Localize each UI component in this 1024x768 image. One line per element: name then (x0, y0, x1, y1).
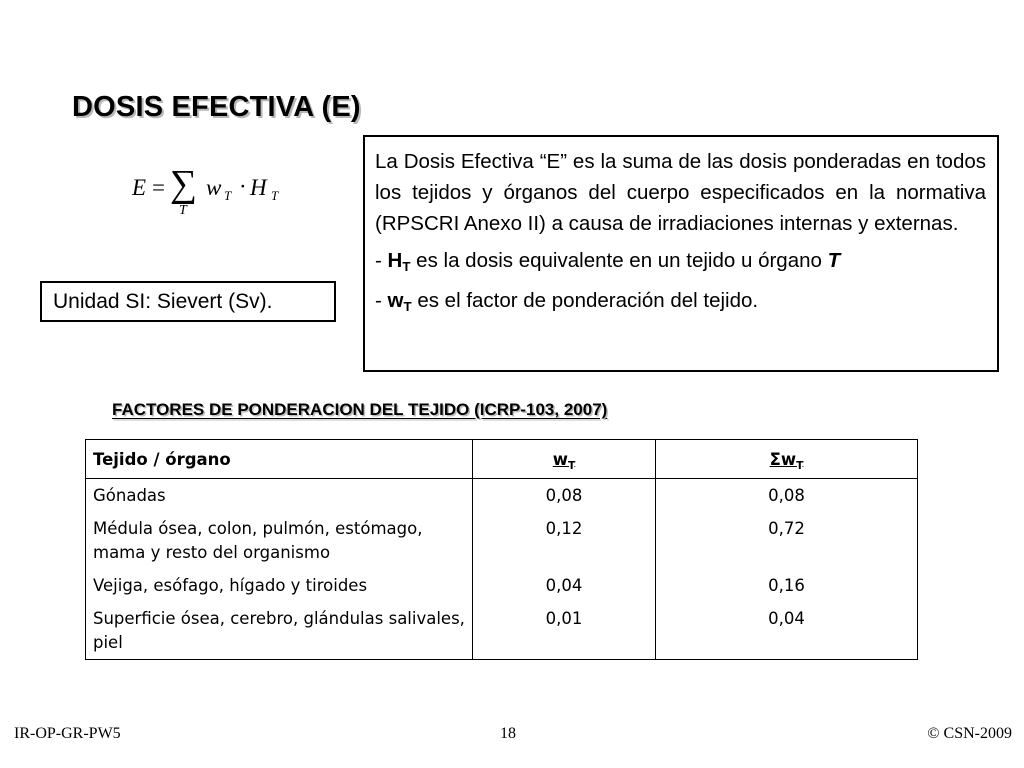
effective-dose-formula (128, 164, 298, 224)
formula-w: w (206, 175, 222, 200)
sum-wt-cell: 0,72 (656, 512, 918, 569)
summation-index: T (179, 203, 187, 218)
formula-lhs: E (132, 175, 147, 200)
bullet-wt: - $w_T$ es el factor de ponderación del tejido. (375, 289, 759, 314)
footer-code: IR-OP-GR-PW5 (14, 725, 121, 742)
tissue-cell: Vejiga, esófago, hígado y tiroides (86, 569, 473, 602)
description-box (363, 135, 999, 372)
factors-title: FACTORES DE PONDERACION DEL TEJIDO (ICRP-103, 2007) (112, 400, 608, 419)
formula-dot: · (239, 174, 247, 199)
table-header-row (86, 440, 918, 479)
ht-symbol: $H_T$ (387, 249, 411, 274)
footer-copyright: © CSN-2009 (927, 725, 1012, 742)
wt-cell: 0,08 (473, 479, 656, 513)
header-wt: $w_T$ (473, 440, 656, 479)
bullet-ht: - $H_T$ es la dosis equivalente en un tejido u órgano T (375, 249, 841, 274)
sum-wt-cell: 0,04 (656, 602, 918, 660)
tissue-cell: Superficie ósea, cerebro, glándulas salivales, piel (86, 602, 473, 660)
wt-cell: 0,01 (473, 602, 656, 660)
description-paragraph: La Dosis Efectiva “E” es la suma de las dosis ponderadas en todos los tejidos y órganos del cuerpo especificados en la normativa (RPSCRI Anexo II) a causa de irradiaciones internas y externas. (375, 150, 986, 235)
formula-equals: = (152, 175, 165, 200)
table-row (86, 602, 918, 660)
table-row (86, 512, 918, 569)
slide-title: DOSIS EFECTIVA (E) (72, 91, 361, 123)
table-row (86, 569, 918, 602)
weighting-factors-table (85, 439, 918, 660)
sum-wt-cell: 0,08 (656, 479, 918, 513)
table-row (86, 479, 918, 513)
tissue-cell: Gónadas (86, 479, 473, 513)
page-number: 18 (500, 725, 516, 742)
tissue-cell: Médula ósea, colon, pulmón, estómago, mama y resto del organismo (86, 512, 473, 569)
summation-symbol: ∑ (170, 163, 198, 205)
wt-cell: 0,12 (473, 512, 656, 569)
formula-h: H (250, 175, 267, 200)
header-sum-wt: $\Sigma w_T$ (656, 440, 918, 479)
formula-w-subscript: T (224, 188, 232, 203)
header-tissue: Tejido / órgano (86, 440, 473, 479)
unit-box: Unidad SI: Sievert (Sv). (40, 281, 336, 322)
wt-symbol: $w_T$ (387, 289, 412, 314)
sum-wt-cell: 0,16 (656, 569, 918, 602)
formula-h-subscript: T (271, 188, 279, 203)
wt-cell: 0,04 (473, 569, 656, 602)
